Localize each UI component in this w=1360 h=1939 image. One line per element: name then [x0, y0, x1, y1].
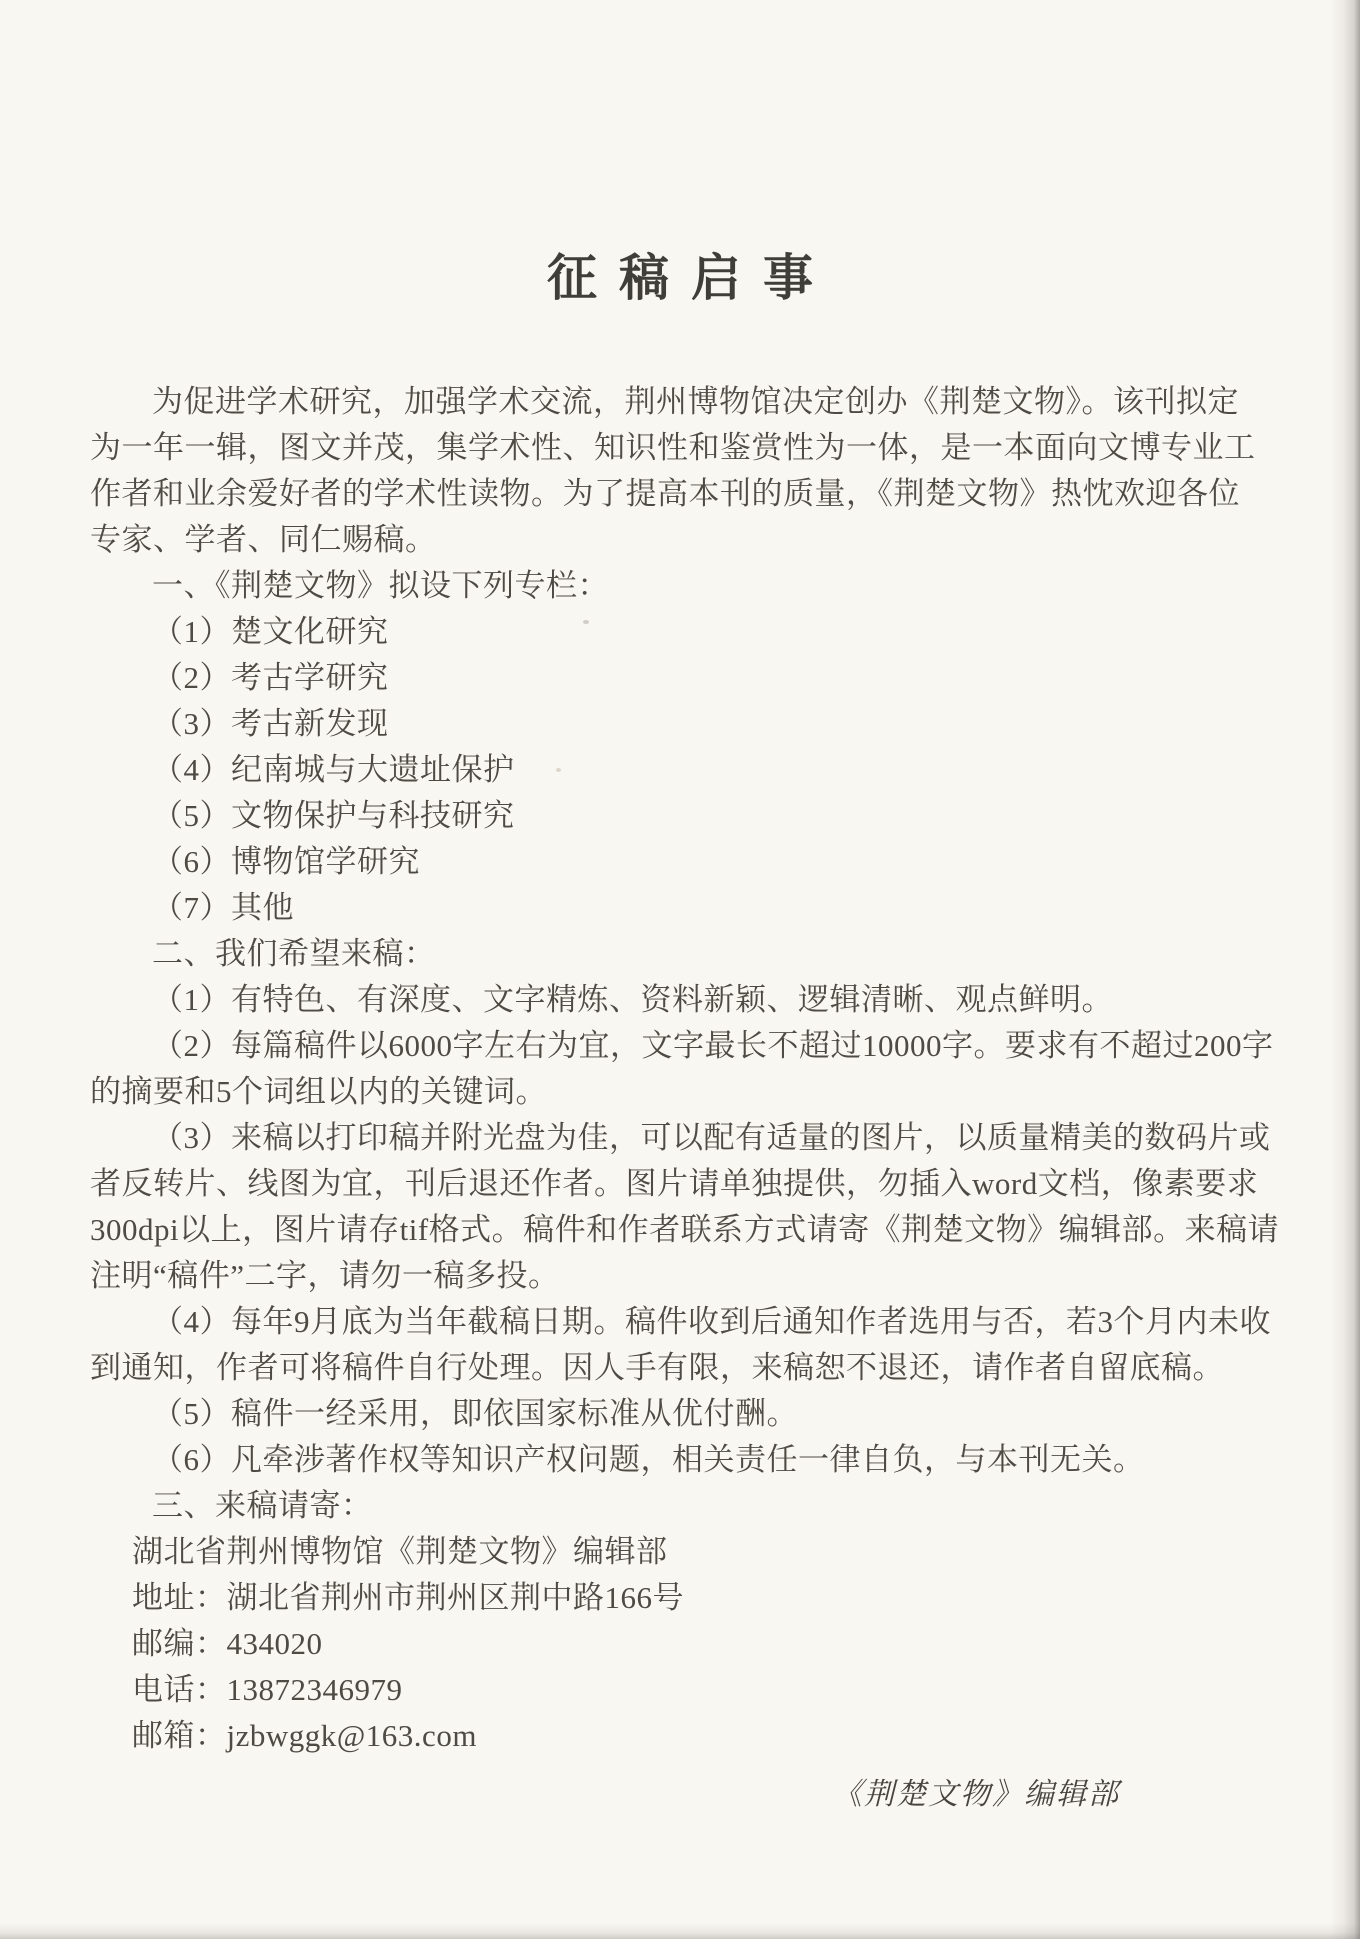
scan-edge-bottom [0, 1923, 1360, 1939]
requirement-line: 到通知，作者可将稿件自行处理。因人手有限，来稿恕不退还，请作者自留底稿。 [90, 1350, 1224, 1385]
requirement-line: （6）凡牵涉著作权等知识产权问题，相关责任一律自负，与本刊无关。 [152, 1442, 1145, 1477]
column-item: （1）楚文化研究 [152, 614, 389, 649]
intro-line: 为一年一辑，图文并茂，集学术性、知识性和鉴赏性为一体，是一本面向文博专业工 [90, 430, 1256, 465]
contact-line-phone: 电话：13872346979 [132, 1672, 403, 1707]
column-item: （3）考古新发现 [152, 706, 389, 741]
section2-heading: 二、我们希望来稿： [152, 936, 436, 971]
signature: 《荆楚文物》编辑部 [832, 1778, 1120, 1811]
column-item: （7）其他 [152, 890, 294, 925]
requirement-line: 注明“稿件”二字，请勿一稿多投。 [90, 1258, 560, 1293]
column-item: （2）考古学研究 [152, 660, 389, 695]
column-item: （5）文物保护与科技研究 [152, 798, 515, 833]
contact-line-editorial: 湖北省荆州博物馆《荆楚文物》编辑部 [132, 1534, 668, 1569]
requirement-line: 300dpi以上，图片请存tif格式。稿件和作者联系方式请寄《荆楚文物》编辑部。来稿请 [90, 1212, 1280, 1247]
column-item: （4）纪南城与大遗址保护 [152, 752, 515, 787]
requirement-line: 的摘要和5个词组以内的关键词。 [90, 1074, 547, 1109]
requirement-line: （5）稿件一经采用，即依国家标准从优付酬。 [152, 1396, 798, 1431]
requirement-line: （1）有特色、有深度、文字精炼、资料新颖、逻辑清晰、观点鲜明。 [152, 982, 1113, 1017]
intro-line: 为促进学术研究，加强学术交流，荆州博物馆决定创办《荆楚文物》。该刊拟定 [152, 384, 1239, 419]
intro-line: 作者和业余爱好者的学术性读物。为了提高本刊的质量，《荆楚文物》热忱欢迎各位 [90, 476, 1240, 511]
intro-line: 专家、学者、同仁赐稿。 [90, 522, 437, 557]
document-body [90, 379, 1360, 1759]
requirement-line: 者反转片、线图为宜，刊后退还作者。图片请单独提供，勿插入word文档，像素要求 [90, 1166, 1259, 1201]
column-item: （6）博物馆学研究 [152, 844, 420, 879]
requirement-line: （3）来稿以打印稿并附光盘为佳，可以配有适量的图片，以质量精美的数码片或 [152, 1120, 1271, 1155]
page-title: 征稿启事 [547, 250, 835, 306]
requirement-line: （4）每年9月底为当年截稿日期。稿件收到后通知作者选用与否，若3个月内未收 [152, 1304, 1271, 1339]
contact-line-address: 地址：湖北省荆州市荆州区荆中路166号 [132, 1580, 684, 1615]
section1-heading: 一、《荆楚文物》拟设下列专栏： [152, 568, 609, 603]
section3-heading: 三、来稿请寄： [152, 1488, 373, 1523]
requirement-line: （2）每篇稿件以6000字左右为宜，文字最长不超过10000字。要求有不超过200字 [152, 1028, 1274, 1063]
contact-line-email: 邮箱：jzbwggk@163.com [132, 1718, 477, 1753]
contact-line-zipcode: 邮编：434020 [132, 1626, 323, 1661]
